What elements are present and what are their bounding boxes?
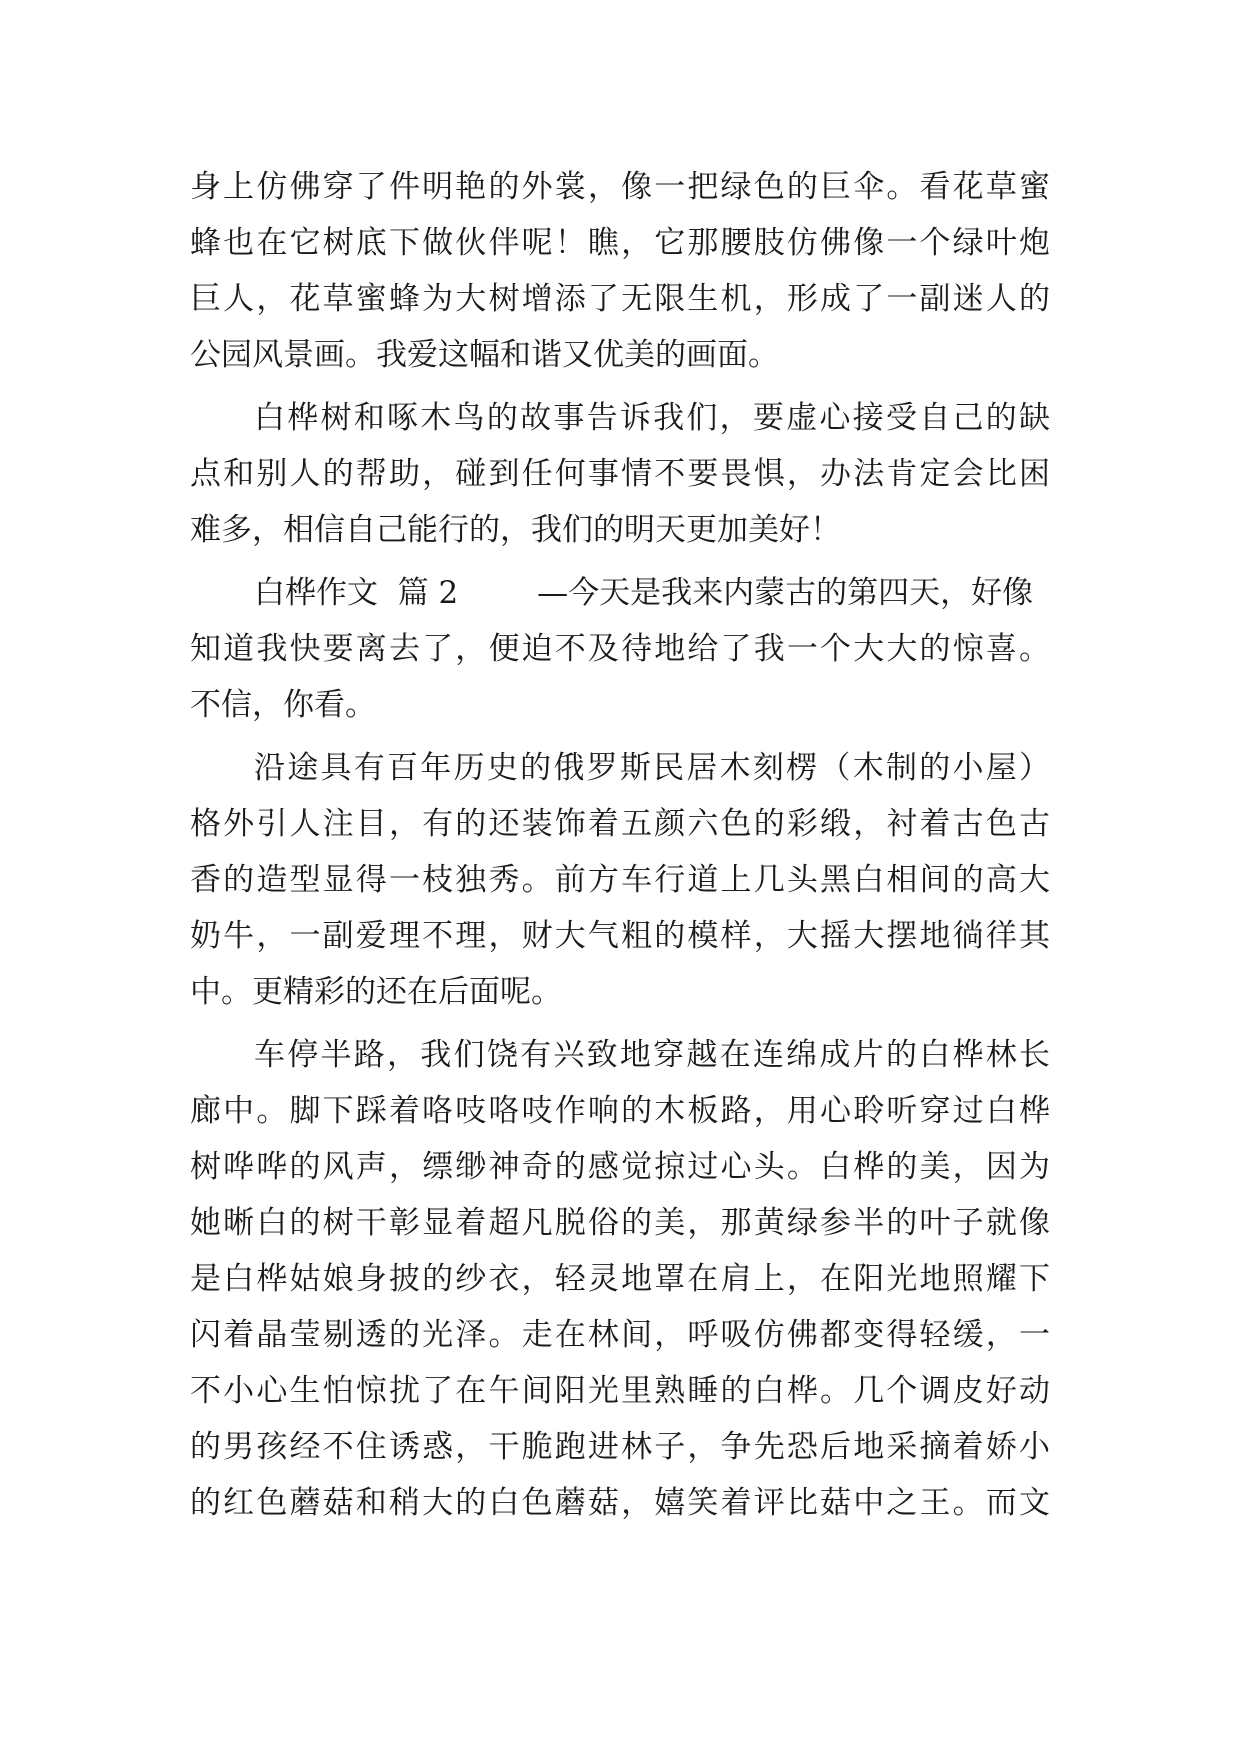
paragraph-3-line-3: 不信，你看。 — [190, 687, 376, 723]
paragraph-1-line-4: 公园风景画。我爱这幅和谐又优美的画面。 — [190, 337, 779, 373]
paragraph-5-line-3: 树哗哗的风声，缥缈神奇的感觉掠过心头。白桦的美，因为 — [190, 1149, 1050, 1185]
paragraph-4-line-3: 香的造型显得一枝独秀。前方车行道上几头黑白相间的高大 — [190, 862, 1050, 898]
paragraph-5-line-5: 是白桦姑娘身披的纱衣，轻灵地罩在肩上，在阳光地照耀下 — [190, 1261, 1050, 1297]
paragraph-4-line-1: 沿途具有百年历史的俄罗斯民居木刻楞（木制的小屋） — [254, 750, 1050, 786]
paragraph-1-line-2: 蜂也在它树底下做伙伴呢！瞧，它那腰肢仿佛像一个绿叶炮 — [190, 225, 1050, 261]
paragraph-5-line-8: 的男孩经不住诱惑，干脆跑进林子，争先恐后地采摘着娇小 — [190, 1429, 1050, 1465]
paragraph-1-line-1: 身上仿佛穿了件明艳的外裳，像一把绿色的巨伞。看花草蜜 — [190, 169, 1050, 205]
paragraph-4-line-4: 奶牛，一副爱理不理，财大气粗的模样，大摇大摆地徜徉其 — [190, 918, 1050, 954]
paragraph-5-line-7: 不小心生怕惊扰了在午间阳光里熟睡的白桦。几个调皮好动 — [190, 1373, 1050, 1409]
paragraph-5-line-2: 廊中。脚下踩着咯吱咯吱作响的木板路，用心聆听穿过白桦 — [190, 1093, 1050, 1129]
paragraph-3-line-2: 知道我快要离去了，便迫不及待地给了我一个大大的惊喜。 — [190, 631, 1050, 667]
paragraph-5-line-4: 她晰白的树干彰显着超凡脱俗的美，那黄绿参半的叶子就像 — [190, 1205, 1050, 1241]
paragraph-1-line-3: 巨人，花草蜜蜂为大树增添了无限生机，形成了一副迷人的 — [190, 281, 1050, 317]
section-heading-line: 白桦作文 篇 2 —今天是我来内蒙古的第四天，好像 — [254, 575, 1034, 611]
paragraph-4-line-5: 中。更精彩的还在后面呢。 — [190, 974, 562, 1010]
paragraph-5-line-9: 的红色蘑菇和稍大的白色蘑菇，嬉笑着评比菇中之王。而文 — [190, 1485, 1050, 1521]
paragraph-4-line-2: 格外引人注目，有的还装饰着五颜六色的彩缎，衬着古色古 — [190, 806, 1050, 842]
paragraph-5-line-6: 闪着晶莹剔透的光泽。走在林间，呼吸仿佛都变得轻缓，一 — [190, 1317, 1050, 1353]
paragraph-2-line-2: 点和别人的帮助，碰到任何事情不要畏惧，办法肯定会比困 — [190, 456, 1050, 492]
paragraph-2-line-3: 难多，相信自己能行的，我们的明天更加美好！ — [190, 512, 841, 548]
paragraph-2-line-1: 白桦树和啄木鸟的故事告诉我们，要虚心接受自己的缺 — [254, 400, 1050, 436]
paragraph-5-line-1: 车停半路，我们饶有兴致地穿越在连绵成片的白桦林长 — [254, 1037, 1050, 1073]
